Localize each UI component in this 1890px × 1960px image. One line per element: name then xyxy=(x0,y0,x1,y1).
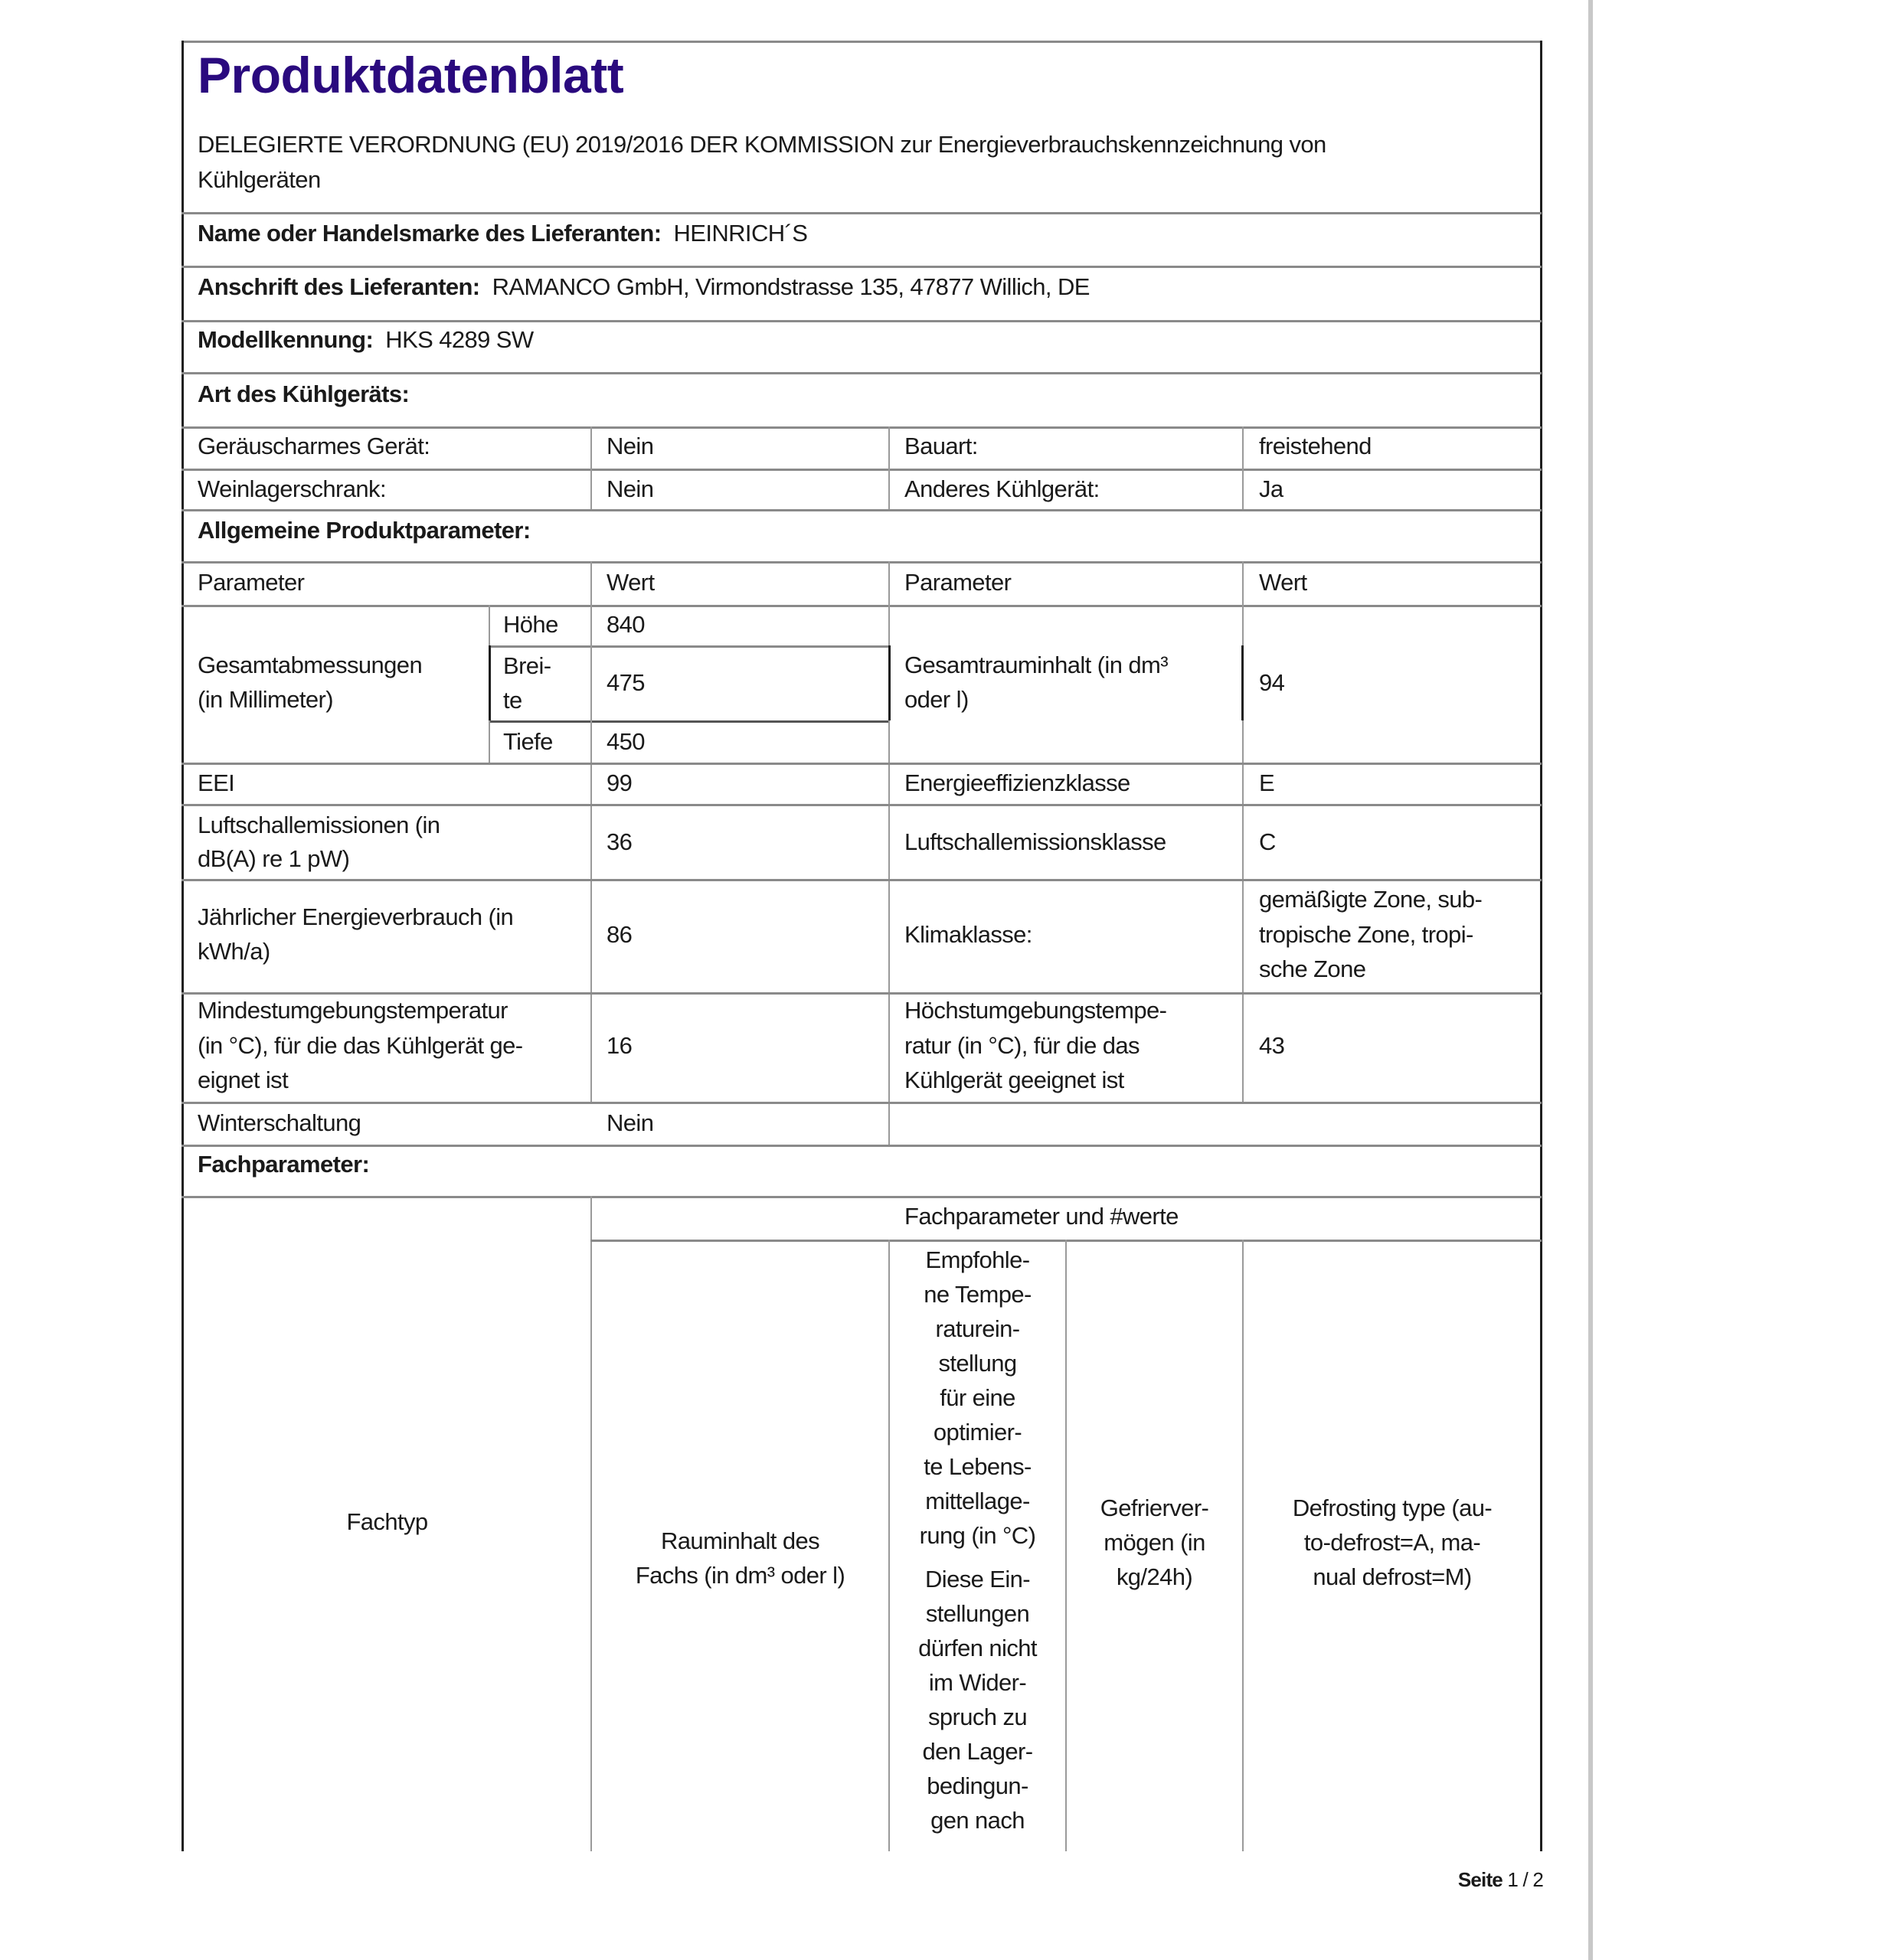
total-volume-value: 94 xyxy=(1259,669,1285,696)
page-number xyxy=(1458,1868,1543,1892)
temp-header-line: im Wider- xyxy=(928,1669,1027,1696)
climate-class-value-line-3: sche Zone xyxy=(1259,956,1366,982)
supplier-name-row xyxy=(198,216,807,250)
temp-header-line: rung (in °C) xyxy=(919,1522,1036,1549)
temp-header-line: ne Tempe- xyxy=(924,1281,1032,1308)
climate-class-label: Klimaklasse: xyxy=(904,921,1032,948)
page-title: Produktdatenblatt xyxy=(198,47,624,103)
col-divider xyxy=(1242,426,1244,509)
row-divider xyxy=(181,469,1542,471)
table-border-top xyxy=(181,41,1542,43)
total-volume-label-line-2: oder l) xyxy=(904,686,969,713)
page-edge-divider xyxy=(1588,0,1593,1960)
construction-label: Bauart: xyxy=(904,433,978,459)
row-divider xyxy=(489,645,889,648)
max-temp-label-line-2: ratur (in °C), für die das xyxy=(904,1032,1140,1059)
header-value-1: Wert xyxy=(607,569,655,596)
dimensions-label-line-2: (in Millimeter) xyxy=(198,686,334,713)
min-temp-label-line-2: (in °C), für die das Kühlgerät ge- xyxy=(198,1032,523,1059)
quiet-appliance-value: Nein xyxy=(607,433,654,459)
col-divider xyxy=(1242,561,1244,1102)
temp-header-line: gen nach xyxy=(930,1807,1025,1834)
noise-class-value: C xyxy=(1259,828,1276,855)
other-appliance-label: Anderes Kühlgerät: xyxy=(904,475,1100,502)
row-divider xyxy=(181,561,1542,564)
compartment-params-heading: Fachparameter: xyxy=(198,1151,370,1178)
row-divider xyxy=(181,509,1542,511)
temp-header-line: dürfen nicht xyxy=(918,1635,1037,1661)
supplier-name-label: Name oder Handelsmarke des Lieferanten: xyxy=(198,220,662,247)
header-parameter-1: Parameter xyxy=(198,569,305,596)
max-temp-label-line-1: Höchstumgebungstempe- xyxy=(904,997,1167,1024)
climate-class-value-line-2: tropische Zone, tropi- xyxy=(1259,921,1473,948)
freezing-capacity-header xyxy=(1067,1491,1242,1594)
climate-class-value-line-1: gemäßigte Zone, sub- xyxy=(1259,886,1483,913)
supplier-name-value: HEINRICH´S xyxy=(673,220,808,247)
energy-class-label: Energieeffizienzklasse xyxy=(904,769,1130,796)
regulation-line-2: Kühlgeräten xyxy=(198,166,321,193)
header-value-2: Wert xyxy=(1259,569,1307,596)
temp-header-line: Empfohle- xyxy=(925,1246,1030,1273)
eei-label: EEI xyxy=(198,769,235,796)
eei-value: 99 xyxy=(607,769,633,796)
noise-class-label: Luftschallemissionsklasse xyxy=(904,828,1166,855)
defrost-header-line: to-defrost=A, ma- xyxy=(1303,1529,1481,1556)
temp-header-line: für eine xyxy=(940,1384,1015,1411)
total-volume-label: Gesamtrauminhalt (in dm³ xyxy=(904,652,1168,678)
temp-header-line: optimier- xyxy=(933,1419,1022,1446)
temp-header-line: den Lager- xyxy=(922,1738,1033,1765)
row-divider xyxy=(181,804,1542,806)
width-label-line-2: te xyxy=(503,687,522,714)
compartment-volume-header-line-1: Rauminhalt des xyxy=(661,1527,819,1554)
page-number-value: 1 / 2 xyxy=(1507,1868,1543,1891)
temp-header-line: raturein- xyxy=(935,1315,1020,1342)
max-temp-value: 43 xyxy=(1259,1032,1285,1059)
winter-switch-label: Winterschaltung xyxy=(198,1109,361,1136)
width-value: 475 xyxy=(607,669,645,696)
row-divider xyxy=(181,1102,1542,1104)
temp-header-line: spruch zu xyxy=(928,1704,1027,1730)
depth-value: 450 xyxy=(607,728,645,755)
other-appliance-value: Ja xyxy=(1259,475,1283,502)
dimensions-label-line-1: Gesamtabmessungen xyxy=(198,652,423,678)
annual-energy-label-line-2: kWh/a) xyxy=(198,938,270,965)
compartment-volume-header-line-2: Fachs (in dm³ oder l) xyxy=(635,1562,845,1589)
row-divider xyxy=(181,1196,1542,1198)
wine-cabinet-value: Nein xyxy=(607,475,654,502)
temp-header-line: Diese Ein- xyxy=(925,1566,1030,1592)
compartment-type-header: Fachtyp xyxy=(346,1508,428,1535)
winter-switch-value: Nein xyxy=(607,1109,654,1136)
compartment-volume-header xyxy=(592,1524,888,1592)
row-divider xyxy=(181,763,1542,765)
general-params-heading: Allgemeine Produktparameter: xyxy=(198,517,531,544)
row-divider xyxy=(181,1145,1542,1147)
regulation-line-1: DELEGIERTE VERORDNUNG (EU) 2019/2016 DER KOMMISSION zur Energieverbrauchskennzeichnung von xyxy=(198,131,1326,158)
energy-class-value: E xyxy=(1259,769,1275,796)
col-divider xyxy=(590,561,592,1102)
noise-emission-label-line-2: dB(A) re 1 pW) xyxy=(198,845,350,872)
col-divider xyxy=(590,426,592,509)
table-border-left xyxy=(181,41,184,1851)
temp-header-line: mittellage- xyxy=(925,1488,1030,1514)
col-divider xyxy=(888,426,890,509)
depth-label: Tiefe xyxy=(503,728,553,755)
temp-header-line: stellung xyxy=(938,1350,1017,1377)
page-label: Seite xyxy=(1457,1868,1503,1891)
row-divider xyxy=(181,879,1542,881)
compartment-group-header: Fachparameter und #werte xyxy=(904,1203,1179,1230)
min-temp-label-line-1: Mindestumgebungstemperatur xyxy=(198,997,508,1024)
col-divider xyxy=(888,645,891,720)
header-parameter-2: Parameter xyxy=(904,569,1012,596)
defrost-header-line: nual defrost=M) xyxy=(1313,1563,1472,1590)
wine-cabinet-label: Weinlagerschrank: xyxy=(198,475,386,502)
row-divider xyxy=(489,720,889,723)
freeze-header-line: mögen (in xyxy=(1104,1529,1205,1556)
row-divider xyxy=(181,266,1542,268)
total-volume-label-line-1 xyxy=(904,648,1168,682)
annual-energy-label-line-1: Jährlicher Energieverbrauch (in xyxy=(198,903,514,930)
row-divider xyxy=(181,212,1542,214)
min-temp-value: 16 xyxy=(607,1032,633,1059)
supplier-address-row xyxy=(198,270,1090,304)
noise-emission-label-line-1: Luftschallemissionen (in xyxy=(198,812,440,838)
height-label: Höhe xyxy=(503,611,558,638)
noise-emission-value: 36 xyxy=(607,828,633,855)
min-temp-label-line-3: eignet ist xyxy=(198,1067,289,1093)
supplier-address-label: Anschrift des Lieferanten: xyxy=(198,273,480,300)
row-divider xyxy=(181,605,1542,607)
temp-header-line: bedingun- xyxy=(927,1772,1028,1799)
height-value: 840 xyxy=(607,611,645,638)
model-value: HKS 4289 SW xyxy=(385,326,534,353)
row-divider xyxy=(181,372,1542,374)
temp-header-line: stellungen xyxy=(925,1600,1030,1627)
supplier-address-value: RAMANCO GmbH, Virmondstrasse 135, 47877 Willich, DE xyxy=(492,273,1090,300)
col-divider xyxy=(1241,645,1244,720)
model-row xyxy=(198,322,534,357)
defrost-header-line: Defrosting type (au- xyxy=(1292,1494,1493,1521)
freeze-header-line: kg/24h) xyxy=(1116,1563,1193,1590)
model-label: Modellkennung: xyxy=(198,326,374,353)
recommended-temp-header xyxy=(890,1243,1065,1838)
quiet-appliance-label: Geräuscharmes Gerät: xyxy=(198,433,430,459)
freeze-header-line: Gefrierver- xyxy=(1100,1494,1209,1521)
width-label-line-1: Brei- xyxy=(503,652,551,679)
defrosting-type-header xyxy=(1244,1491,1541,1594)
annual-energy-value: 86 xyxy=(607,921,633,948)
appliance-type-heading: Art des Kühlgeräts: xyxy=(198,381,410,407)
construction-value: freistehend xyxy=(1259,433,1372,459)
temp-header-line: te Lebens- xyxy=(924,1453,1032,1480)
col-divider xyxy=(489,645,491,720)
max-temp-label-line-3: Kühlgerät geeignet ist xyxy=(904,1067,1124,1093)
